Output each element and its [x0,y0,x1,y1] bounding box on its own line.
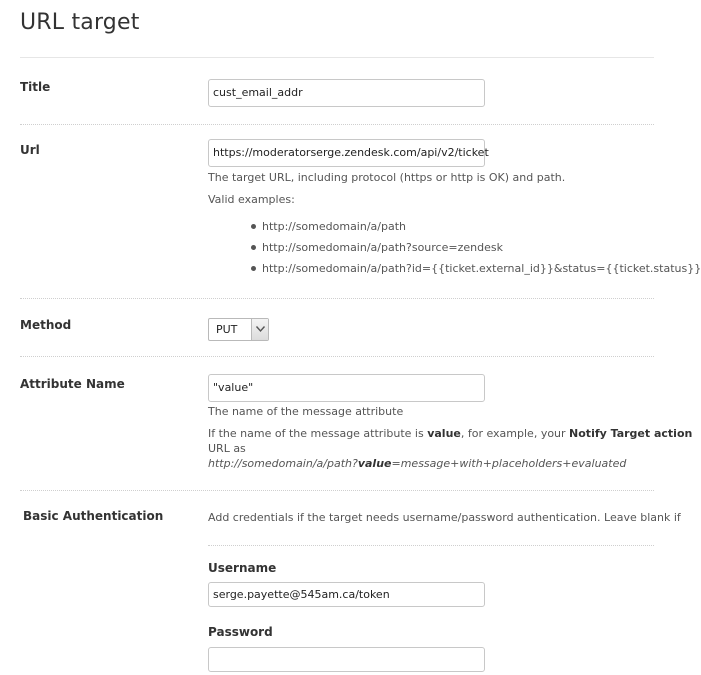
method-select[interactable] [208,318,269,341]
method-select-value: PUT [216,323,238,336]
page-title: URL target [20,10,140,35]
basic-auth-label: Basic Authentication [23,509,164,523]
section-divider [20,490,654,491]
bullet-icon [251,266,256,271]
attribute-example-text: http://somedomain/a/path? [208,457,358,470]
chevron-down-icon[interactable] [251,319,268,340]
url-label: Url [20,143,40,157]
title-label: Title [20,80,51,94]
section-divider [20,124,654,125]
attribute-description-bold: value [427,427,461,440]
username-label: Username [208,561,277,575]
url-examples-label: Valid examples: [208,193,295,206]
url-example-text: http://somedomain/a/path?source=zendesk [262,241,503,254]
attribute-description-bold: Notify Target action [569,427,693,440]
url-hint: The target URL, including protocol (https or http is OK) and path. [208,171,566,184]
password-input[interactable] [208,647,485,672]
attribute-description-line2: URL as [208,442,246,455]
section-divider [20,298,654,299]
method-label: Method [20,318,72,332]
attribute-hint: The name of the message attribute [208,405,404,418]
attribute-description-text: , for example, your [460,427,570,440]
bullet-icon [251,245,256,250]
section-divider [20,356,654,357]
attribute-description [208,427,692,440]
auth-divider [208,545,654,546]
attribute-name-label: Attribute Name [20,377,125,391]
attribute-example-text: =message+with+placeholders+evaluated [391,457,627,470]
bullet-icon [251,224,256,229]
url-example-text: http://somedomain/a/path?id={{ticket.external_id}}&status={{ticket.status}} [262,262,701,275]
url-example-item [251,220,406,233]
url-example-text: http://somedomain/a/path [262,220,406,233]
attribute-example [208,457,626,470]
url-example-item [251,262,701,275]
url-input[interactable]: https://moderatorserge.zendesk.com/api/v2/ticket [208,139,485,167]
password-label: Password [208,625,273,639]
title-input[interactable]: cust_email_addr [208,79,485,107]
url-example-item [251,241,503,254]
attribute-description-text: If the name of the message attribute is [208,427,428,440]
attribute-name-input[interactable]: "value" [208,374,485,402]
attribute-example-bold: value [357,457,392,470]
username-input[interactable]: serge.payette@545am.ca/token [208,582,485,607]
basic-auth-hint: Add credentials if the target needs username/password authentication. Leave blank if [208,511,681,524]
title-divider [20,57,654,58]
